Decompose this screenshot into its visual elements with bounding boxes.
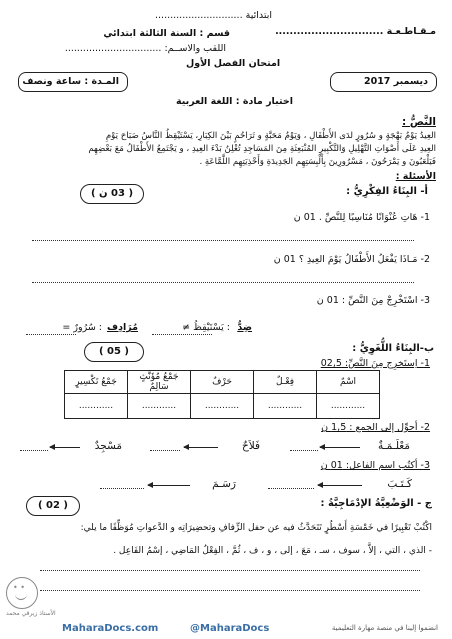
table-header-verb: فِعْـلٌ: [254, 371, 317, 394]
exam-title: امتحان الفصل الأول: [186, 58, 281, 69]
exam-date: ديسمبر 2017: [363, 76, 428, 87]
opposite-word: : يَسْتَيْقِظُ ≠: [182, 322, 230, 333]
question-b1: 1- اِستَخرِج مِنَ النَّصِّ: 02,5: [320, 358, 430, 369]
arrow-icon: [148, 485, 190, 486]
text-heading: النَّصُّ :: [401, 116, 436, 128]
classification-table: [64, 370, 380, 419]
text-line-2: العِيدِ عَلَى أَصْوَاتِ التَّهْلِيلِ وَالتَّكْبِيرِ المُنْبَعِثَةِ مِنَ المَسَاجِدِ تُعْلِنُ بَدْءَ العِيدِ ، و يَجْتَمِعُ الأَطْفَالُ مَعَ بَعْضِهِم: [88, 144, 436, 154]
table-cell[interactable]: ............: [191, 394, 254, 419]
answer-line-c[interactable]: [40, 590, 420, 591]
part-a-title: أ- البِنَاءُ الفِكْرِيُّ :: [346, 186, 428, 197]
answer-plural-2[interactable]: [150, 450, 180, 451]
table-cell[interactable]: ............: [254, 394, 317, 419]
exam-duration: المـدة : ساعة ونصف: [22, 76, 119, 87]
questions-heading: الأسئلة :: [395, 171, 436, 182]
district: مـقـاطـعـة ..............................: [275, 26, 436, 37]
answer-agent-1[interactable]: [268, 488, 314, 489]
table-header-particle: حَرْفٌ: [191, 371, 254, 394]
school-name: ابتدائية .............................: [155, 10, 272, 21]
duration-box: [18, 72, 128, 92]
question-a1: 1- هَاتِ عُنْوَانًا مُنَاسِبًا لِلنَّصِّ . 01 ن: [293, 212, 430, 223]
social-handle[interactable]: @MaharaDocs: [190, 623, 270, 634]
question-b3: 3- أكتُب اسم الفاعل: 01 ن: [320, 460, 430, 471]
table-header-broken-plural: جَمْعُ تَكْسِيرٍ: [65, 371, 128, 394]
footer-bar: [0, 617, 452, 639]
question-a2: 2- مَـاذَا يَفْعَلُ الأَطْفَالُ يَوْمَ العِيدِ ؟ 01 ن: [273, 254, 430, 265]
answer-plural-1[interactable]: [290, 450, 318, 451]
table-cell[interactable]: ............: [128, 394, 191, 419]
table-header-noun: اسْمٌ: [317, 371, 380, 394]
answer-agent-2[interactable]: [100, 488, 144, 489]
question-b2: 2- أحوِّل إلى الجمع : 1,5 ن: [321, 422, 430, 433]
table-cell[interactable]: ............: [317, 394, 380, 419]
footer-promo: انضموا إلينا في منصة مهارة التعليمية: [331, 624, 438, 632]
arrow-icon: [184, 447, 218, 448]
exam-subject: اختبار مادة : اللغة العربية: [176, 96, 293, 107]
answer-line-c[interactable]: [40, 570, 420, 571]
agent-word-1: كَـتَـبَ: [387, 478, 412, 490]
part-b-title: ب-البِنَاءُ اللُّغَوِيُّ :: [352, 343, 434, 354]
answer-synonym[interactable]: [26, 334, 76, 335]
date-box: [330, 72, 437, 92]
plural-word-3: مَسْجِدٌ: [94, 440, 122, 452]
integration-words: - الذي ، التي ، إلاَّ ، سوف ، سـ ، مَعَ ، إلى ، و ، ف ، ثُمَّ ، الفِعْلُ المَاضِي ، إسْمُ الفَاعِل .: [113, 546, 432, 556]
synonym-word: : سُرُورٌ =: [62, 322, 102, 333]
table-header-fem-plural: جَمْعُ مُؤَنَّثٍ سَالِمٌ: [128, 371, 191, 394]
integration-instruction: اكْتُبْ تَعْبِيرًا في خَمْسَةِ أَسْطُرٍ تَتَحَدَّثُ فيه عن حفل الزِّفافِ وتحضِيرَاتِه و الدَّعواتِ مُوَظِّفًا ما يلي:: [80, 523, 432, 533]
question-a3: 3- اسْتَخْرِجْ مِنَ النَّصِّ : 01 ن: [316, 295, 430, 306]
plural-word-2: فَلاَحٌ: [241, 440, 260, 452]
answer-opposite[interactable]: [152, 334, 212, 335]
text-line-3: فَيَلْعَبُونَ و يَمْرَحُونَ ، مَسْرُورِينَ بِأَلْبِسَتِهِم الجَدِيدَةِ وَأَحْذِيَتِهِم اللَّمَّاعَةِ .: [199, 157, 436, 167]
answer-line-a2[interactable]: [32, 282, 414, 283]
opposite-label: ضِدُّ: [237, 322, 252, 333]
class-label: قسم : السنة الثالثة ابتدائي: [103, 28, 230, 39]
site-link[interactable]: MaharaDocs.com: [62, 623, 159, 634]
smiley-icon: [6, 577, 38, 609]
text-line-1: العِيدُ يَوْمُ بَهْجَةٍ و سُرُورٍ لدَى الأَطْفَالِ ، وَيَوْمُ مَحَبَّةٍ و تَرَاحُمٍ بَيْنَ الكِبَارِ، يَسْتَيْقِظُ النَّاسُ صَبَاحَ يَوْمِ: [105, 131, 436, 141]
part-b-score: ( 05 ): [84, 342, 144, 362]
part-a-score: ( 03 ن ): [80, 184, 144, 204]
synonym-label: مُرَادِف: [107, 322, 138, 333]
arrow-icon: [50, 447, 80, 448]
arrow-icon: [318, 485, 362, 486]
student-name-field[interactable]: اللقب والاســم: ................................: [64, 43, 226, 54]
part-c-score: ( 02 ): [26, 496, 80, 516]
plural-word-1: مَعْلَـمَـةٌ: [377, 440, 410, 452]
teacher-signature: الأستاذ زيرقي محمد: [6, 610, 56, 617]
agent-word-2: رَسَـمَ: [212, 478, 236, 490]
arrow-icon: [320, 447, 360, 448]
answer-line-a1[interactable]: [32, 240, 414, 241]
part-c-title: ج - الوَضْعِيَّةُ الإدْمَاجِيَّةُ :: [320, 498, 432, 509]
answer-plural-3[interactable]: [20, 450, 48, 451]
table-cell[interactable]: ............: [65, 394, 128, 419]
